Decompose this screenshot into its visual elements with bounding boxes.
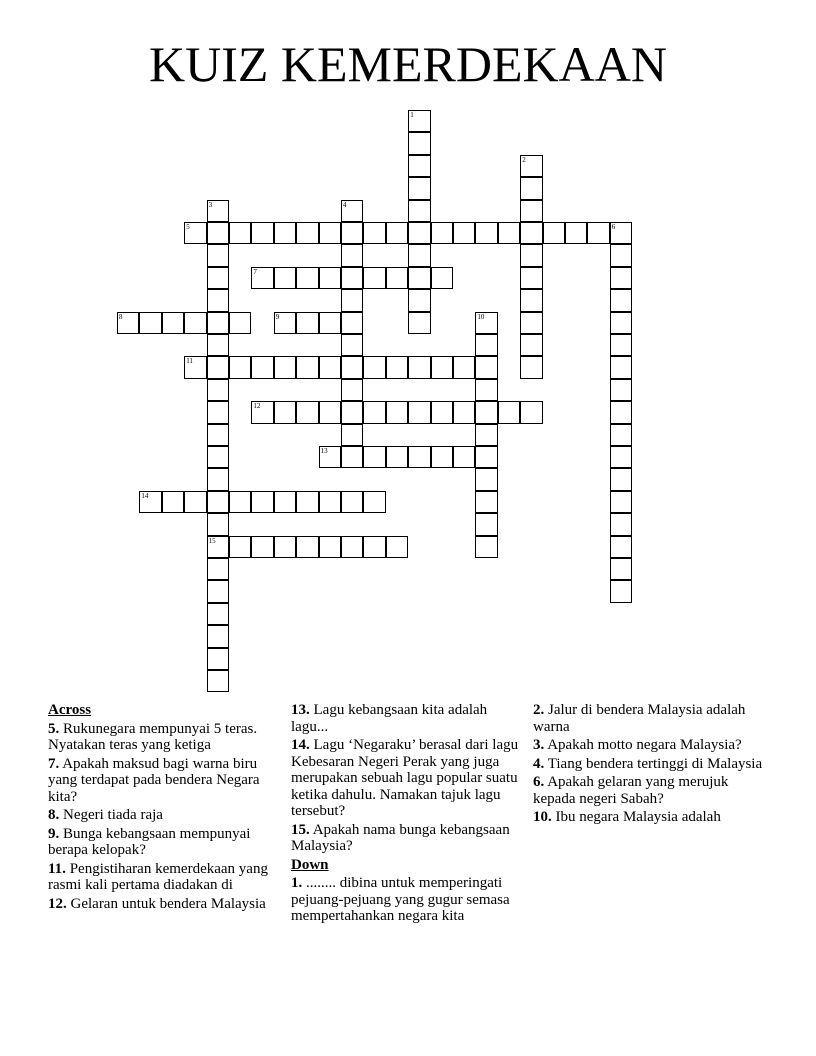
crossword-cell[interactable]	[610, 401, 632, 423]
crossword-cell[interactable]	[610, 491, 632, 513]
across-clue-15: 15. Apakah nama bunga kebangsaan Malaysia?	[291, 821, 510, 854]
crossword-cell[interactable]	[229, 536, 251, 558]
crossword-cell[interactable]	[543, 222, 565, 244]
crossword-cell[interactable]	[610, 513, 632, 535]
crossword-cell[interactable]	[475, 491, 497, 513]
across-clue-13: 13. Lagu kebangsaan kita adalah lagu...	[291, 702, 488, 735]
across-clue-5: 5. Rukunegara mempunyai 5 teras. Nyatakan teras yang ketiga	[48, 720, 258, 753]
crossword-cell[interactable]	[296, 401, 318, 423]
crossword-cell[interactable]	[296, 356, 318, 378]
crossword-cell[interactable]	[296, 312, 318, 334]
crossword-cell[interactable]	[520, 222, 542, 244]
crossword-cell[interactable]	[207, 312, 229, 334]
crossword-cell[interactable]	[274, 491, 296, 513]
crossword-cell[interactable]	[520, 289, 542, 311]
puzzle-title: KUIZ KEMERDEKAAN	[149, 36, 667, 92]
crossword-cell[interactable]	[408, 200, 430, 222]
across-clue-9: 9. Bunga kebangsaan mempunyai berapa kelopak?	[48, 825, 251, 858]
crossword-cell[interactable]	[229, 491, 251, 513]
crossword-cell[interactable]	[520, 244, 542, 266]
crossword-cell[interactable]	[408, 289, 430, 311]
crossword-cell[interactable]	[139, 312, 161, 334]
crossword-cell[interactable]	[408, 222, 430, 244]
crossword-cell[interactable]	[520, 312, 542, 334]
crossword-cell[interactable]	[498, 222, 520, 244]
crossword-cell[interactable]	[319, 536, 341, 558]
crossword-cell[interactable]	[453, 222, 475, 244]
crossword-cell[interactable]	[296, 536, 318, 558]
crossword-cell[interactable]	[296, 222, 318, 244]
clues-column-1	[48, 702, 280, 914]
crossword-cell[interactable]	[341, 379, 363, 401]
down-clue-1: 1. ........ dibina untuk memperingati pejuang-pejuang yang gugur semasa mempertahankan negara kita	[291, 875, 510, 924]
across-clue-7: 7. Apakah maksud bagi warna biru yang terdapat pada bendera Negara kita?	[48, 755, 260, 805]
across-clue-11: 11. Pengistiharan kemerdekaan yang rasmi kali pertama diadakan di	[48, 860, 268, 893]
cell-number: 5	[186, 223, 190, 231]
crossword-cell[interactable]	[520, 356, 542, 378]
crossword-cell[interactable]	[207, 536, 229, 558]
crossword-cell[interactable]	[251, 536, 273, 558]
crossword-cell[interactable]	[475, 401, 497, 423]
crossword-cell[interactable]	[520, 267, 542, 289]
crossword-cell[interactable]	[184, 312, 206, 334]
crossword-cell[interactable]	[475, 536, 497, 558]
crossword-cell[interactable]	[207, 244, 229, 266]
crossword-cell[interactable]	[274, 312, 296, 334]
crossword-cell[interactable]	[184, 356, 206, 378]
crossword-cell[interactable]	[386, 356, 408, 378]
crossword-cell[interactable]	[408, 312, 430, 334]
crossword-cell[interactable]	[296, 267, 318, 289]
crossword-cell[interactable]	[408, 356, 430, 378]
crossword-cell[interactable]	[565, 222, 587, 244]
crossword-cell[interactable]	[341, 536, 363, 558]
crossword-cell[interactable]	[341, 200, 363, 222]
crossword-cell[interactable]	[341, 289, 363, 311]
cell-number: 4	[343, 200, 347, 209]
crossword-cell[interactable]	[363, 536, 385, 558]
cell-number: 12	[253, 402, 261, 411]
crossword-cell[interactable]	[386, 536, 408, 558]
crossword-cell[interactable]	[162, 491, 184, 513]
crossword-cell[interactable]	[319, 446, 341, 468]
crossword-cell[interactable]	[207, 379, 229, 401]
crossword-cell[interactable]	[274, 267, 296, 289]
crossword-cell[interactable]	[408, 110, 430, 132]
crossword-cell[interactable]	[117, 312, 139, 334]
crossword-cell[interactable]	[251, 401, 273, 423]
crossword-cell[interactable]	[274, 536, 296, 558]
crossword-cell[interactable]	[610, 356, 632, 378]
down-clue-4: 4. Tiang bendera tertinggi di Malaysia	[533, 755, 763, 772]
crossword-cell[interactable]	[341, 446, 363, 468]
crossword-cell[interactable]	[363, 267, 385, 289]
crossword-cell[interactable]	[610, 379, 632, 401]
crossword-cell[interactable]	[207, 289, 229, 311]
crossword-cell[interactable]	[319, 222, 341, 244]
down-heading: Down	[291, 856, 329, 873]
crossword-cell[interactable]	[475, 513, 497, 535]
crossword-cell[interactable]	[341, 424, 363, 446]
crossword-cell[interactable]	[341, 267, 363, 289]
crossword-cell[interactable]	[274, 222, 296, 244]
crossword-cell[interactable]	[408, 244, 430, 266]
cell-number: 14	[141, 491, 149, 500]
crossword-cell[interactable]	[431, 267, 453, 289]
crossword-cell[interactable]	[610, 468, 632, 490]
crossword-cell[interactable]	[207, 200, 229, 222]
crossword-cell[interactable]	[341, 222, 363, 244]
crossword-cell[interactable]	[207, 334, 229, 356]
crossword-cell[interactable]	[207, 580, 229, 602]
crossword-cell[interactable]	[207, 648, 229, 670]
crossword-cell[interactable]	[431, 356, 453, 378]
crossword-cell[interactable]	[610, 580, 632, 602]
crossword-cell[interactable]	[610, 558, 632, 580]
crossword-cell[interactable]	[610, 289, 632, 311]
crossword-cell[interactable]	[475, 468, 497, 490]
crossword-cell[interactable]	[610, 267, 632, 289]
crossword-cell[interactable]	[229, 222, 251, 244]
down-clue-6: 6. Apakah gelaran yang merujuk kepada negeri Sabah?	[533, 774, 729, 807]
crossword-cell[interactable]	[251, 356, 273, 378]
crossword-cell[interactable]	[229, 356, 251, 378]
cell-number: 11	[186, 357, 193, 366]
crossword-cell[interactable]	[319, 267, 341, 289]
crossword-cell[interactable]	[610, 334, 632, 356]
cell-number: 2	[522, 155, 526, 164]
clues-column-2	[291, 702, 525, 927]
crossword-cell[interactable]	[207, 267, 229, 289]
crossword-cell[interactable]	[319, 356, 341, 378]
down-clue-10: 10. Ibu negara Malaysia adalah	[533, 809, 721, 825]
crossword-cell[interactable]	[408, 446, 430, 468]
crossword-cell[interactable]	[341, 312, 363, 334]
crossword-cell[interactable]	[475, 424, 497, 446]
crossword-cell[interactable]	[207, 468, 229, 490]
crossword-cell[interactable]	[319, 312, 341, 334]
crossword-cell[interactable]	[363, 222, 385, 244]
crossword-cell[interactable]	[610, 312, 632, 334]
crossword-cell[interactable]	[229, 312, 251, 334]
crossword-cell[interactable]	[162, 312, 184, 334]
crossword-cell[interactable]	[207, 356, 229, 378]
cell-number: 15	[208, 536, 216, 545]
crossword-cell[interactable]	[475, 312, 497, 334]
crossword-cell[interactable]	[408, 155, 430, 177]
crossword-cell[interactable]	[207, 446, 229, 468]
down-clue-2: 2. Jalur di bendera Malaysia adalah warna	[533, 702, 746, 735]
crossword-cell[interactable]	[207, 625, 229, 647]
crossword-cell[interactable]	[363, 356, 385, 378]
crossword-cell[interactable]	[274, 356, 296, 378]
across-clue-8: 8. Negeri tiada raja	[48, 807, 163, 823]
crossword-cell[interactable]	[408, 401, 430, 423]
crossword-cell[interactable]	[453, 401, 475, 423]
crossword-cell[interactable]	[475, 222, 497, 244]
crossword-cell[interactable]	[139, 491, 161, 513]
clues-column-3	[533, 702, 768, 828]
crossword-cell[interactable]	[610, 536, 632, 558]
crossword-cell[interactable]	[274, 401, 296, 423]
crossword-cell[interactable]	[341, 244, 363, 266]
crossword-cell[interactable]	[610, 446, 632, 468]
crossword-cell[interactable]	[520, 401, 542, 423]
crossword-cell[interactable]	[453, 446, 475, 468]
crossword-cell[interactable]	[207, 222, 229, 244]
crossword-cell[interactable]	[408, 132, 430, 154]
crossword-cell[interactable]	[363, 446, 385, 468]
crossword-cell[interactable]	[184, 222, 206, 244]
crossword-cell[interactable]	[475, 356, 497, 378]
cell-number: 6	[611, 223, 616, 231]
crossword-cell[interactable]	[475, 379, 497, 401]
crossword-cell[interactable]	[431, 446, 453, 468]
crossword-cell[interactable]	[184, 491, 206, 513]
crossword-cell[interactable]	[207, 491, 229, 513]
crossword-cell[interactable]	[475, 334, 497, 356]
crossword-cell[interactable]	[386, 401, 408, 423]
crossword-cell[interactable]	[498, 401, 520, 423]
crossword-cell[interactable]	[475, 446, 497, 468]
crossword-cell[interactable]	[341, 401, 363, 423]
crossword-cell[interactable]	[610, 424, 632, 446]
crossword-cell[interactable]	[610, 222, 632, 244]
crossword-cell[interactable]	[520, 334, 542, 356]
crossword-cell[interactable]	[431, 222, 453, 244]
crossword-cell[interactable]	[363, 491, 385, 513]
crossword-cell[interactable]	[251, 267, 273, 289]
crossword-cell[interactable]	[207, 424, 229, 446]
crossword-cell[interactable]	[520, 155, 542, 177]
cell-number: 8	[119, 312, 123, 321]
cell-number: 1	[410, 111, 414, 119]
crossword-cell[interactable]	[207, 670, 229, 692]
crossword-cell[interactable]	[319, 401, 341, 423]
crossword-cell[interactable]	[251, 491, 273, 513]
crossword-cell[interactable]	[520, 177, 542, 199]
cell-number: 13	[320, 447, 328, 455]
across-heading: Across	[48, 702, 92, 718]
crossword-cell[interactable]	[610, 244, 632, 266]
crossword-cell[interactable]	[363, 401, 385, 423]
across-clue-12: 12. Gelaran untuk bendera Malaysia	[48, 895, 266, 912]
crossword-cell[interactable]	[207, 401, 229, 423]
cell-number: 3	[208, 200, 213, 209]
cell-number: 9	[275, 312, 280, 321]
crossword-cell[interactable]	[207, 558, 229, 580]
crossword-cell[interactable]	[453, 356, 475, 378]
across-clue-14: 14. Lagu ‘Negaraku’ berasal dari lagu Kebesaran Negeri Perak yang juga merupakan sebuah lagu popular suatu ketika dahulu. Namakan tajuk lagu tersebut?	[291, 737, 519, 819]
crossword-cell[interactable]	[296, 491, 318, 513]
crossword-cell[interactable]	[207, 603, 229, 625]
crossword-cell[interactable]	[386, 267, 408, 289]
crossword-cell[interactable]	[408, 177, 430, 199]
crossword-cell[interactable]	[341, 356, 363, 378]
crossword-cell[interactable]	[408, 267, 430, 289]
crossword-cell[interactable]	[587, 222, 609, 244]
crossword-cell[interactable]	[341, 491, 363, 513]
crossword-cell[interactable]	[341, 334, 363, 356]
down-clue-3: 3. Apakah motto negara Malaysia?	[533, 737, 742, 753]
crossword-cell[interactable]	[386, 222, 408, 244]
crossword-cell[interactable]	[319, 491, 341, 513]
cell-number: 7	[253, 267, 257, 276]
crossword-cell[interactable]	[431, 401, 453, 423]
crossword-cell[interactable]	[251, 222, 273, 244]
crossword-cell[interactable]	[386, 446, 408, 468]
crossword-cell[interactable]	[207, 513, 229, 535]
crossword-cell[interactable]	[520, 200, 542, 222]
cell-number: 10	[477, 312, 485, 321]
